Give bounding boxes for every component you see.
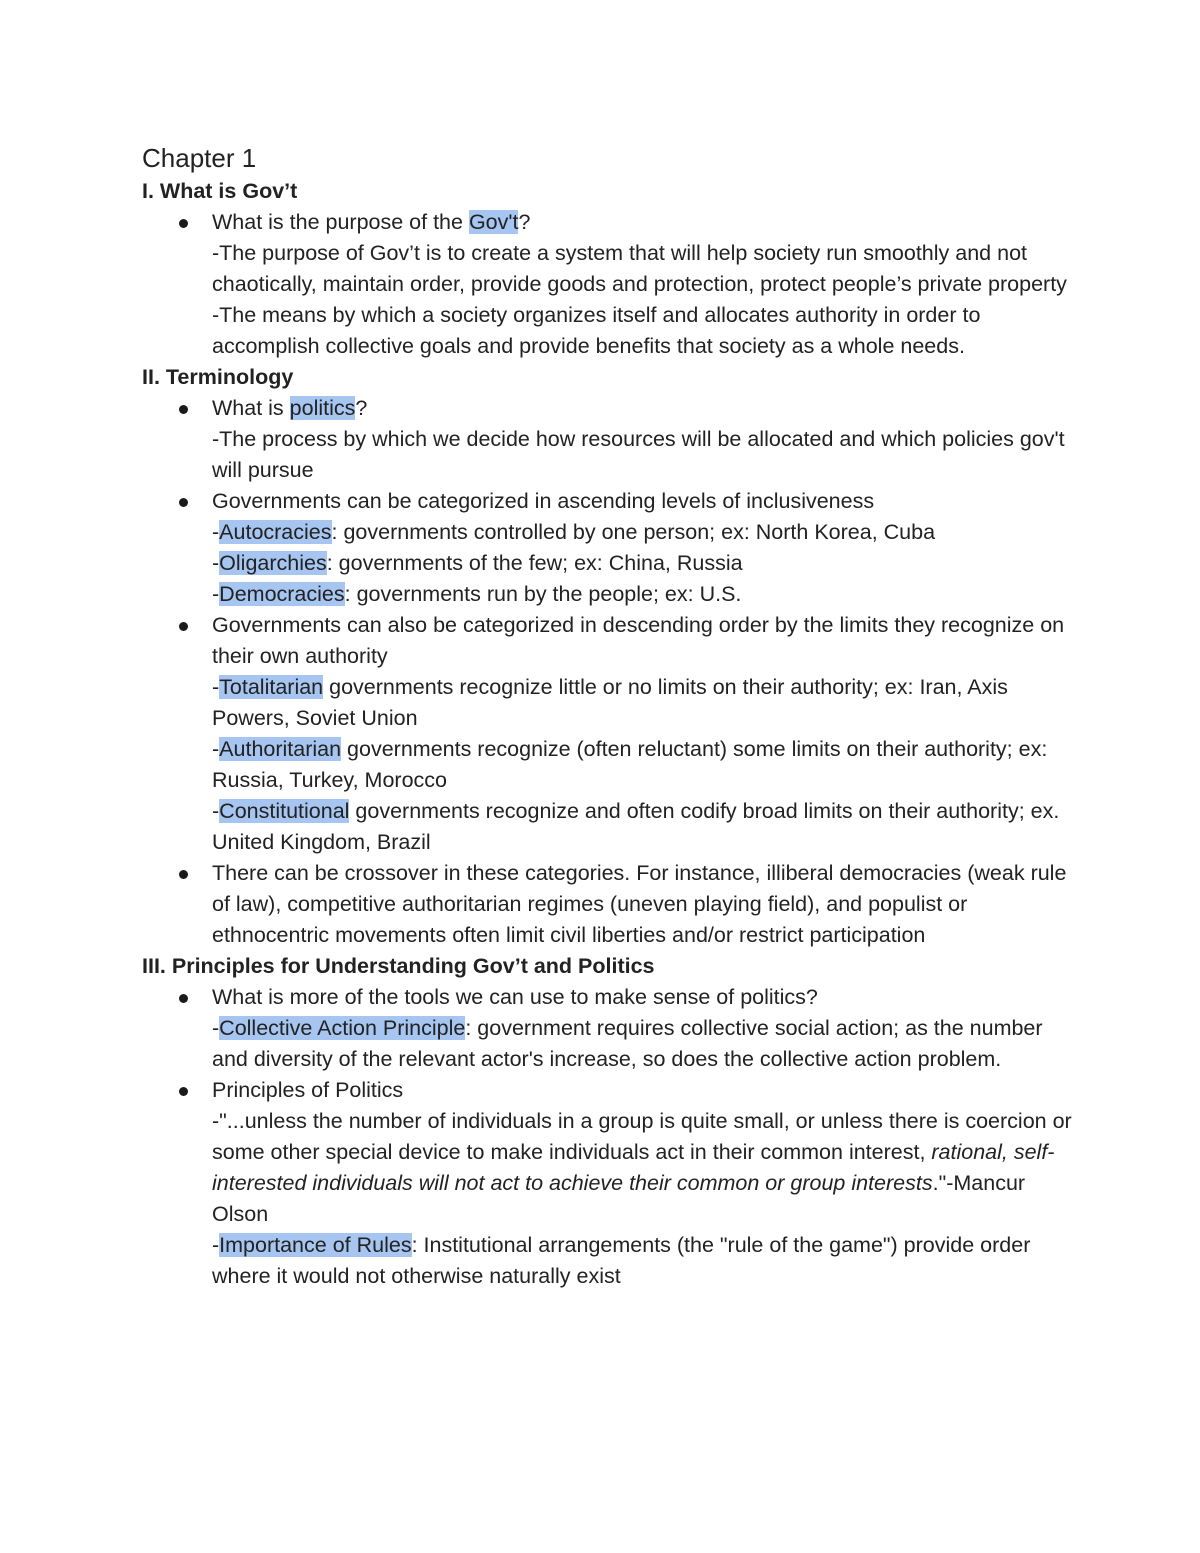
document-page	[142, 140, 1082, 1292]
item-text: What is more of the tools we can use to make sense of politics?	[212, 985, 818, 1009]
bullet-list	[142, 982, 1082, 1292]
list-item	[142, 486, 1082, 610]
definition: -Totalitarian governments recognize little or no limits on their authority; ex: Iran, Axis Powers, Soviet Union	[212, 675, 1008, 730]
definition: -Importance of Rules: Institutional arrangements (the "rule of the game") provide order where it would not otherwise naturally exist	[212, 1233, 1031, 1288]
question: What is the purpose of the Gov't?	[212, 210, 531, 234]
list-item	[142, 1075, 1082, 1292]
bullet-list	[142, 393, 1082, 951]
highlighted-term: Democracies	[219, 582, 345, 606]
answer-text: -The means by which a society organizes itself and allocates authority in order to accomplish collective goals and provide benefits that society as a whole needs.	[212, 303, 981, 358]
bullet-icon	[179, 994, 188, 1003]
bullet-icon	[179, 870, 188, 879]
answer-text: -The purpose of Gov’t is to create a system that will help society run smoothly and not chaotically, maintain order, provide goods and protection, protect people’s private property	[212, 241, 1067, 296]
list-item	[142, 982, 1082, 1075]
bullet-icon	[179, 498, 188, 507]
definition: -Oligarchies: governments of the few; ex: China, Russia	[212, 551, 743, 575]
item-text: Principles of Politics	[212, 1078, 404, 1102]
quote: -"...unless the number of individuals in a group is quite small, or unless there is coercion or some other special device to make individuals act in their common interest, rational, self-interested individuals will not act to achieve their common or group interests."-Mancur Olson	[212, 1109, 1072, 1226]
item-text: There can be crossover in these categories. For instance, illiberal democracies (weak rule of law), competitive authoritarian regimes (uneven playing field), and populist or ethnocentric movements often limit civil liberties and/or restrict participation	[212, 861, 1067, 947]
highlighted-term: Autocracies	[219, 520, 332, 544]
list-item	[142, 393, 1082, 486]
list-item	[142, 610, 1082, 858]
section-heading: I. What is Gov’t	[142, 179, 298, 203]
definition: -Authoritarian governments recognize (often reluctant) some limits on their authority; ex: Russia, Turkey, Morocco	[212, 737, 1048, 792]
item-text: Governments can also be categorized in descending order by the limits they recognize on their own authority	[212, 613, 1065, 668]
chapter-title: Chapter 1	[142, 143, 257, 173]
item-text: Governments can be categorized in ascending levels of inclusiveness	[212, 489, 875, 513]
definition: -Collective Action Principle: government requires collective social action; as the number and diversity of the relevant actor's increase, so does the collective action problem.	[212, 1016, 1043, 1071]
question: What is politics?	[212, 396, 368, 420]
quote-emphasis: rational, self-interested individuals will not act to achieve their common or group interests	[212, 1140, 1055, 1195]
bullet-icon	[179, 405, 188, 414]
highlighted-term: Collective Action Principle	[219, 1016, 466, 1040]
bullet-icon	[179, 219, 188, 228]
list-item	[142, 858, 1082, 951]
highlighted-term: Importance of Rules	[219, 1233, 412, 1257]
definition: -Autocracies: governments controlled by one person; ex: North Korea, Cuba	[212, 520, 936, 544]
highlighted-term: Oligarchies	[219, 551, 327, 575]
bullet-icon	[179, 622, 188, 631]
highlighted-term: Constitutional	[219, 799, 350, 823]
section-heading: II. Terminology	[142, 365, 294, 389]
bullet-list	[142, 207, 1082, 362]
highlighted-term: Gov't	[468, 210, 519, 234]
highlighted-term: Totalitarian	[219, 675, 324, 699]
definition: -Constitutional governments recognize and often codify broad limits on their authority; ex. United Kingdom, Brazil	[212, 799, 1060, 854]
answer-text: -The process by which we decide how resources will be allocated and which policies gov't will pursue	[212, 427, 1065, 482]
definition: -Democracies: governments run by the people; ex: U.S.	[212, 582, 742, 606]
section-heading: III. Principles for Understanding Gov’t and Politics	[142, 954, 655, 978]
list-item	[142, 207, 1082, 362]
highlighted-term: politics	[289, 396, 356, 420]
highlighted-term: Authoritarian	[219, 737, 342, 761]
bullet-icon	[179, 1087, 188, 1096]
